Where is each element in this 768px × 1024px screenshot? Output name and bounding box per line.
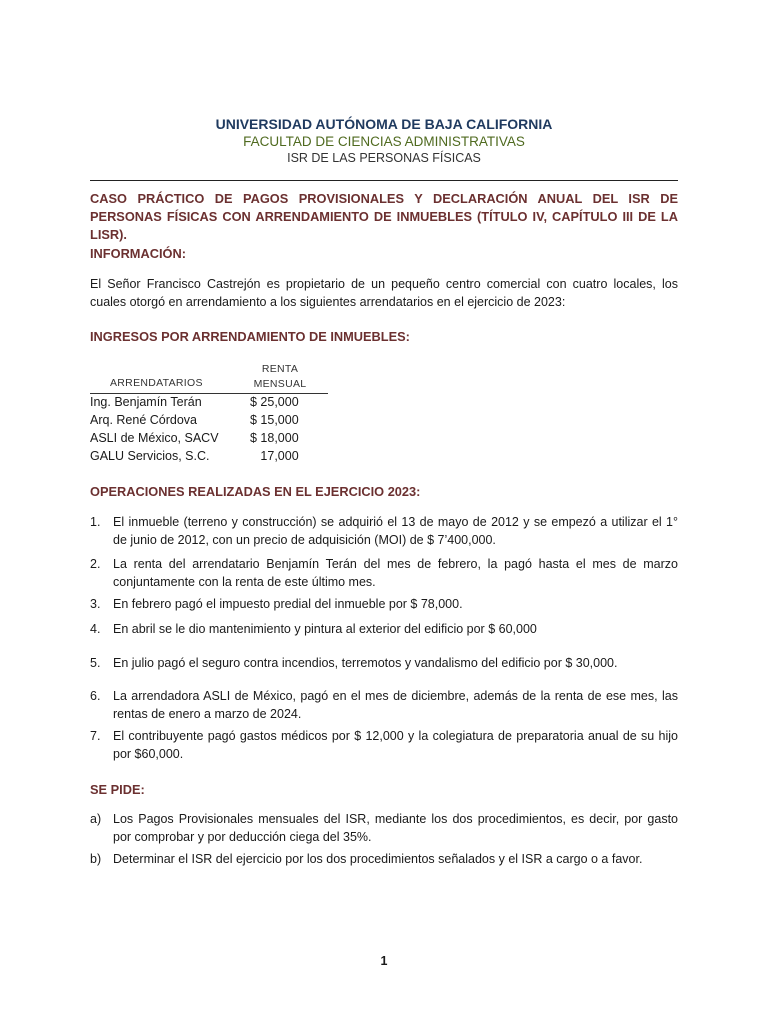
requested-heading: SE PIDE: xyxy=(90,782,145,797)
item-text: En febrero pagó el impuesto predial del inmueble por $ 78,000. xyxy=(113,597,463,611)
item-number: 6. xyxy=(90,689,101,703)
rent-value: $ 15,000 xyxy=(250,413,299,427)
column-header-rent-line2: MENSUAL xyxy=(253,378,307,390)
tenant-name: ASLI de México, SACV xyxy=(90,431,219,445)
item-number: 5. xyxy=(90,656,101,670)
tenant-name: Arq. René Córdova xyxy=(90,413,198,427)
tenant-name: GALU Servicios, S.C. xyxy=(90,449,210,463)
operations-heading: OPERACIONES REALIZADAS EN EL EJERCICIO 2023: xyxy=(90,484,421,499)
university-title: UNIVERSIDAD AUTÓNOMA DE BAJA CALIFORNIA xyxy=(215,116,553,132)
header-divider xyxy=(90,180,678,181)
column-header-rent-line1: RENTA xyxy=(261,363,299,375)
table-header-rule xyxy=(90,393,328,394)
item-text: La arrendadora ASLI de México, pagó en el mes de diciembre, además de la renta de ese mes, las rentas de enero a marzo de 2024. xyxy=(113,689,678,721)
item-letter: b) xyxy=(90,852,102,866)
item-text: En julio pagó el seguro contra incendios, terremotos y vandalismo del edificio por $ 30,000. xyxy=(113,656,618,670)
info-paragraph: El Señor Francisco Castrejón es propietario de un pequeño centro comercial con cuatro locales, los cuales otorgó en arrendamiento a los siguientes arrendatarios en el ejercicio de 2023: xyxy=(90,277,678,309)
item-text: Los Pagos Provisionales mensuales del ISR, mediante los dos procedimientos, es decir, por gasto por comprobar y por deducción ciega del 35%. xyxy=(113,812,678,844)
item-text: El contribuyente pagó gastos médicos por $ 12,000 y la colegiatura de preparatoria anual de su hijo por $60,000. xyxy=(113,729,678,761)
column-header-tenants: ARRENDATARIOS xyxy=(110,377,203,389)
table-row xyxy=(90,413,330,431)
column-header-rent xyxy=(248,362,312,392)
case-title: CASO PRÁCTICO DE PAGOS PROVISIONALES Y DECLARACIÓN ANUAL DEL ISR DE PERSONAS FÍSICAS CON ARRENDAMIENTO DE INMUEBLES (TÍTULO IV, CAPÍTULO III DE LA LISR). xyxy=(90,191,678,242)
item-text: En abril se le dio mantenimiento y pintura al exterior del edificio por $ 60,000 xyxy=(113,622,537,636)
item-number: 3. xyxy=(90,597,101,611)
item-number: 2. xyxy=(90,557,101,571)
item-text: El inmueble (terreno y construcción) se adquirió el 13 de mayo de 2012 y se empezó a utilizar el 1° de junio de 2012, con un precio de adquisición (MOI) de $ 7’400,000. xyxy=(113,515,678,547)
table-row xyxy=(90,431,330,449)
rent-value: $ 18,000 xyxy=(250,431,299,445)
info-heading: INFORMACIÓN: xyxy=(90,246,186,261)
item-number: 1. xyxy=(90,515,101,529)
table-row xyxy=(90,449,330,467)
tenant-name: Ing. Benjamín Terán xyxy=(90,395,202,409)
item-letter: a) xyxy=(90,812,102,826)
item-text: La renta del arrendatario Benjamín Terán del mes de febrero, la pagó hasta el mes de marzo conjuntamente con la renta de este último mes. xyxy=(113,557,678,589)
rent-value: 17,000 xyxy=(250,449,299,463)
page-number: 1 xyxy=(380,954,388,968)
income-heading: INGRESOS POR ARRENDAMIENTO DE INMUEBLES: xyxy=(90,329,410,344)
course-title: ISR DE LAS PERSONAS FÍSICAS xyxy=(287,151,481,165)
item-number: 4. xyxy=(90,622,101,636)
table-row xyxy=(90,395,330,413)
item-text: Determinar el ISR del ejercicio por los dos procedimientos señalados y el ISR a cargo o a favor. xyxy=(113,852,643,866)
rent-value: $ 25,000 xyxy=(250,395,299,409)
faculty-title: FACULTAD DE CIENCIAS ADMINISTRATIVAS xyxy=(243,134,525,149)
item-number: 7. xyxy=(90,729,101,743)
